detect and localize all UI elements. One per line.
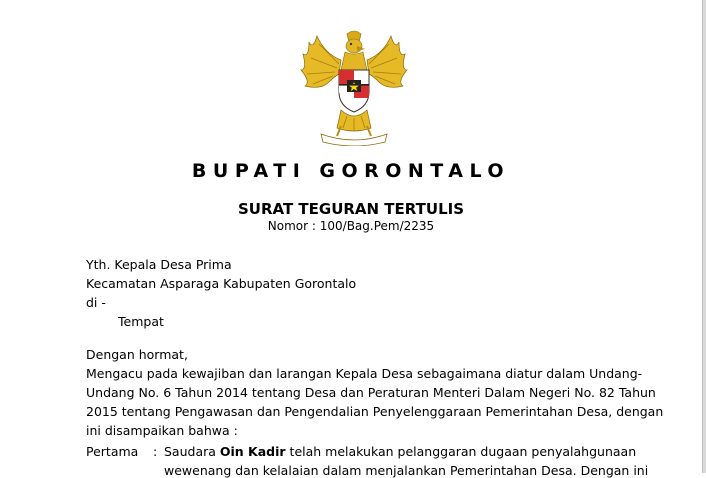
pertama-line-2: wewenang dan kelalaian dalam menjalankan Pemerintahan Desa. Dengan ini	[164, 463, 649, 478]
pertama-post: telah melakukan pelanggaran dugaan penyalahgunaan	[285, 444, 637, 459]
recipient-line-1: Yth. Kepala Desa Prima	[86, 257, 232, 272]
recipient-line-4: Tempat	[118, 314, 164, 329]
pertama-name: Oin Kadir	[219, 444, 286, 459]
body-line-3: 2015 tentang Pengawasan dan Pengendalian Penyelenggaraan Pemerintahan Desa, dengan	[86, 404, 664, 419]
greeting: Dengan hormat,	[86, 347, 188, 362]
body-line-4: ini disampaikan bahwa :	[86, 423, 238, 438]
recipient-line-2: Kecamatan Asparaga Kabupaten Gorontalo	[86, 276, 357, 291]
letter-title: SURAT TEGURAN TERTULIS	[237, 200, 465, 218]
garuda-emblem-icon	[295, 30, 413, 146]
pertama-text	[164, 444, 637, 459]
body-line-2: Undang No. 6 Tahun 2014 tentang Desa dan Peraturan Menteri Dalam Negeri No. 82 Tahun	[86, 385, 656, 400]
pertama-pre: Saudara	[164, 444, 220, 459]
pertama-colon: :	[153, 444, 158, 459]
letter-number: Nomor : 100/Bag.Pem/2235	[267, 219, 435, 233]
letter-header: BUPATI GORONTALO	[191, 160, 511, 182]
recipient-line-3: di -	[86, 295, 106, 310]
pertama-label: Pertama	[86, 444, 139, 459]
body-line-1: Mengacu pada kewajiban dan larangan Kepala Desa sebagaimana diatur dalam Undang-	[86, 366, 643, 381]
